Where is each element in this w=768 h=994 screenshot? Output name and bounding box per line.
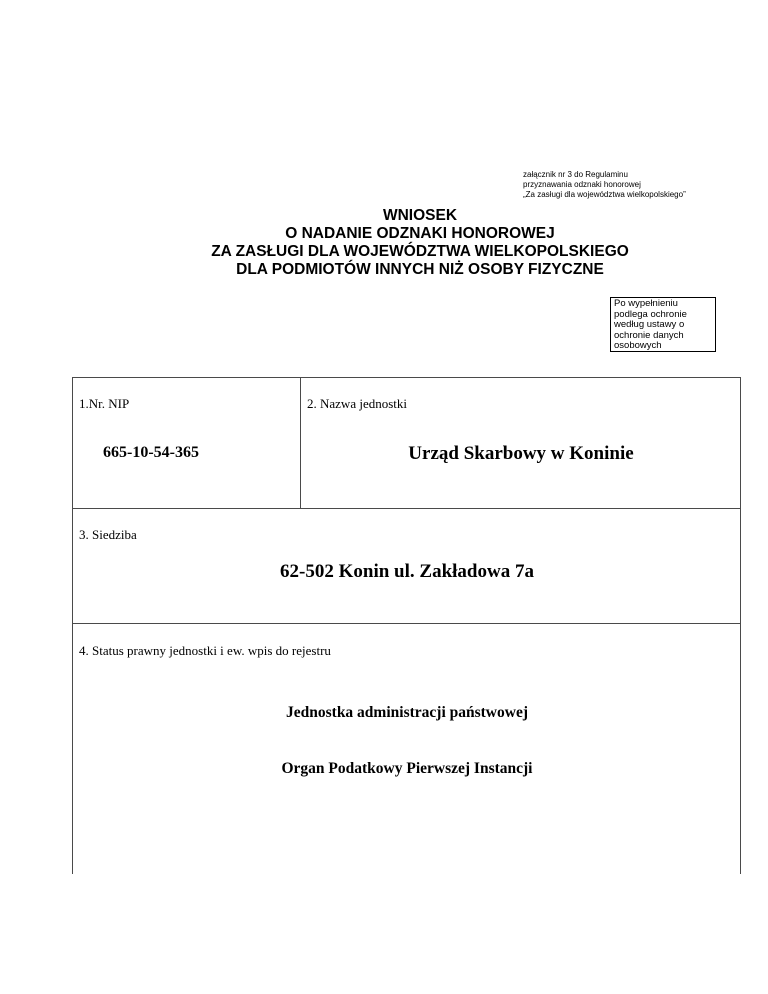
privacy-line-4: ochronie danych (614, 329, 684, 341)
title-line-2: O NADANIE ODZNAKI HONOROWEJ (285, 225, 555, 242)
title-line-3: ZA ZASŁUGI DLA WOJEWÓDZTWA WIELKOPOLSKIEGO (211, 243, 629, 260)
seat-label: 3. Siedziba (79, 527, 137, 542)
annex-line-1: załącznik nr 3 do Regulaminu (523, 170, 628, 179)
title-line-4: DLA PODMIOTÓW INNYCH NIŻ OSOBY FIZYCZNE (236, 261, 604, 278)
annex-note (523, 170, 686, 200)
title-line-1: WNIOSEK (382, 207, 458, 224)
annex-line-3: „Za zasługi dla województwa wielkopolskiego” (523, 190, 686, 199)
table-left-border (72, 377, 73, 874)
legal-status-label: 4. Status prawny jednostki i ew. wpis do rejestru (79, 643, 331, 658)
table-row-divider-1 (72, 508, 741, 509)
privacy-line-2: podlega ochronie (614, 308, 687, 320)
legal-status-value-1: Jednostka administracji państwowej (286, 704, 528, 721)
table-top-border (72, 377, 741, 378)
nip-label: 1.Nr. NIP (79, 396, 130, 411)
annex-line-2: przyznawania odznaki honorowej (523, 180, 641, 189)
document-title (100, 207, 740, 279)
nip-value: 665-10-54-365 (103, 444, 199, 461)
unit-name-value: Urząd Skarbowy w Koninie (408, 443, 634, 464)
privacy-line-3: według ustawy o (614, 319, 685, 330)
privacy-line-1: Po wypełnieniu (614, 298, 678, 309)
privacy-line-5: osobowych (614, 340, 662, 351)
privacy-note-box (610, 297, 716, 352)
table-row-divider-2 (72, 623, 741, 624)
unit-name-label: 2. Nazwa jednostki (307, 396, 408, 411)
legal-status-value-2: Organ Podatkowy Pierwszej Instancji (281, 760, 533, 777)
seat-value: 62-502 Konin ul. Zakładowa 7a (280, 561, 534, 582)
